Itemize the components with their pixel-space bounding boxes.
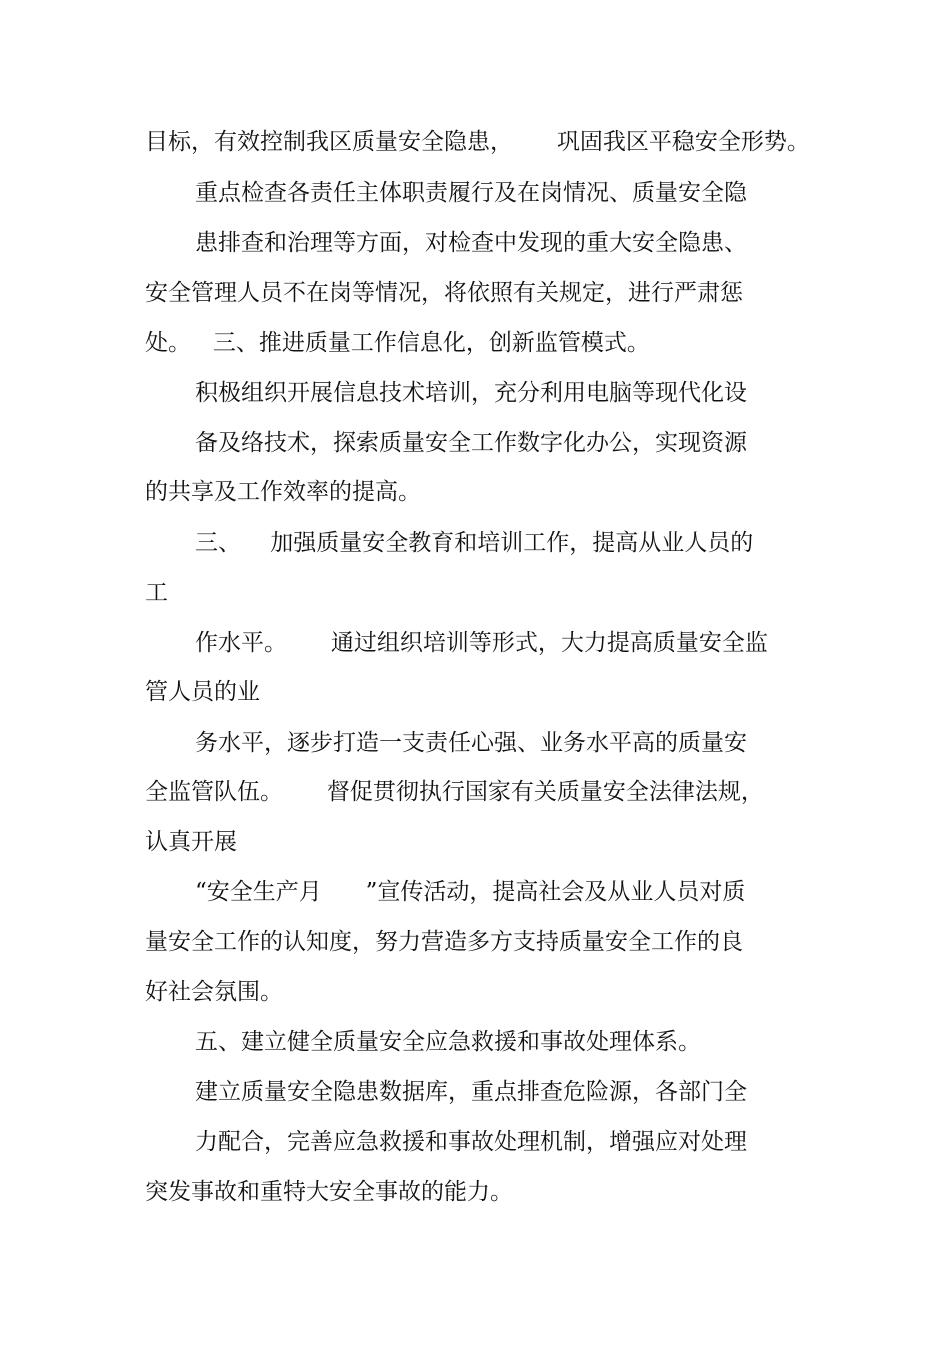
text-line: 处。 三、推进质量工作信息化，创新监管模式。 <box>145 330 650 356</box>
text-line: 的共享及工作效率的提高。 <box>145 479 421 505</box>
text-line: 五、建立健全质量安全应急救援和事故处理体系。 <box>195 1029 701 1055</box>
text-line: 重点检查各责任主体职责履行及在岗情况、质量安全隐 <box>195 180 747 206</box>
text-line: 力配合，完善应急救援和事故处理机制，增强应对处理 <box>195 1129 747 1155</box>
text-line: 积极组织开展信息技术培训，充分利用电脑等现代化设 <box>195 380 747 406</box>
text-line: 好社会氛围。 <box>145 979 283 1005</box>
text-line: 突发事故和重特大安全事故的能力。 <box>145 1179 513 1205</box>
text-line: 患排查和治理等方面，对检查中发现的重大安全隐患、 <box>195 230 747 256</box>
text-line: 工 <box>145 580 168 606</box>
text-line: 建立质量安全隐患数据库，重点排查危险源，各部门全 <box>195 1079 747 1105</box>
text-line: 安全管理人员不在岗等情况，将依照有关规定，进行严肃惩 <box>145 280 743 306</box>
text-line: 全监管队伍。 督促贯彻执行国家有关质量安全法律法规， <box>145 779 764 805</box>
text-line: 三、 加强质量安全教育和培训工作，提高从业人员的 <box>195 530 754 556</box>
text-line: 量安全工作的认知度，努力营造多方支持质量安全工作的良 <box>145 929 743 955</box>
text-line: “安全生产月 ”宣传活动，提高社会及从业人员对质 <box>195 879 746 905</box>
text-line: 认真开展 <box>145 829 237 855</box>
text-line: 管人员的业 <box>145 679 260 705</box>
text-line: 作水平。 通过组织培训等形式，大力提高质量安全监 <box>195 630 768 656</box>
text-line: 目标，有效控制我区质量安全隐患， 巩固我区平稳安全形势。 <box>145 129 810 155</box>
text-line: 务水平，逐步打造一支责任心强、业务水平高的质量安 <box>195 730 747 756</box>
text-line: 备及络技术，探索质量安全工作数字化办公，实现资源 <box>195 430 747 456</box>
